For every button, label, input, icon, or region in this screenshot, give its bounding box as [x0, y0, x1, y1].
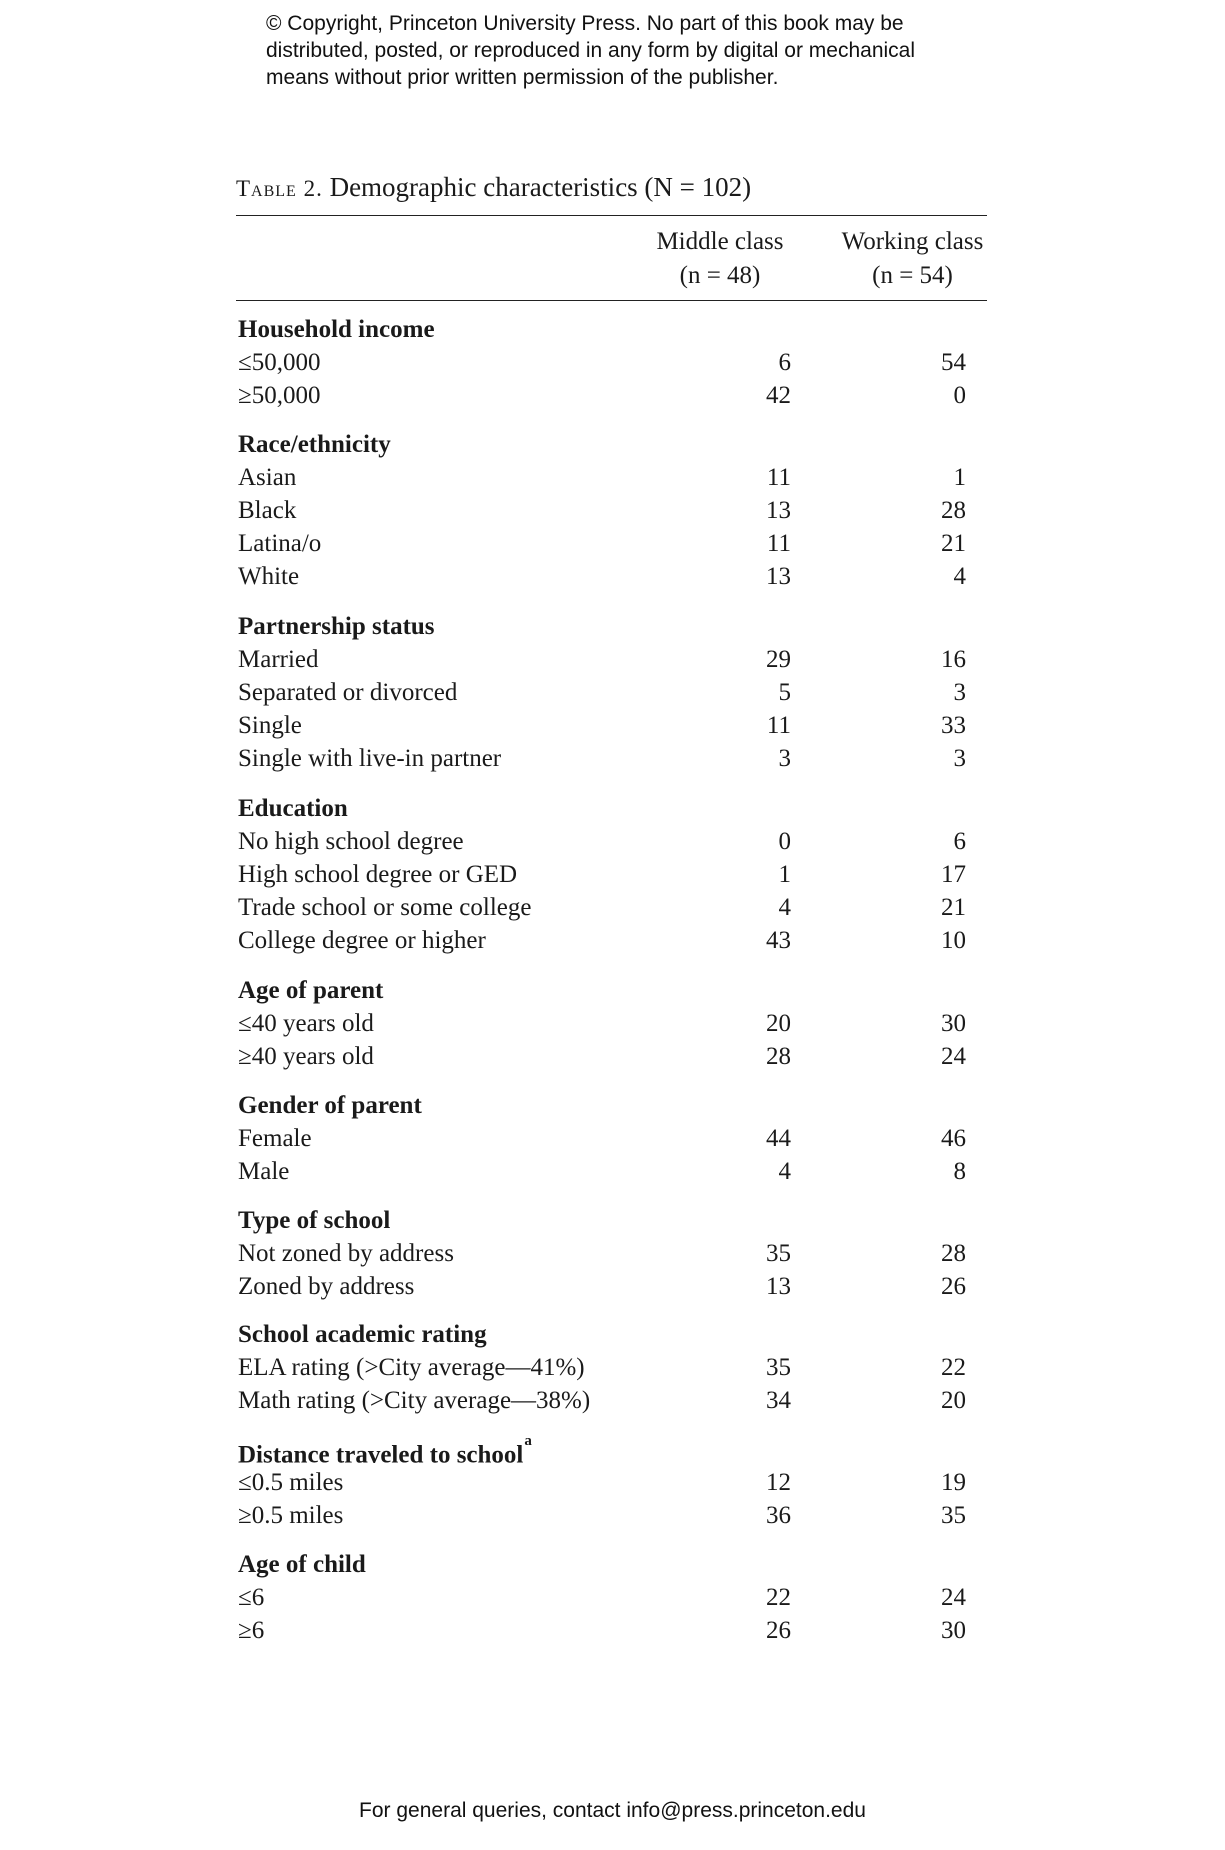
row-label: No high school degree: [238, 828, 464, 855]
row-label: White: [238, 563, 300, 590]
middle-class-value: 11: [766, 464, 791, 491]
table-row: [236, 709, 987, 742]
table-row: [236, 643, 987, 676]
copyright-line: © Copyright, Princeton University Press. No part of this book may be: [266, 12, 904, 35]
table-row: [236, 1466, 987, 1499]
working-class-value: 30: [941, 1010, 966, 1037]
row-label: ≥40 years old: [238, 1043, 374, 1070]
row-label: ≥0.5 miles: [238, 1502, 344, 1529]
working-class-value: 10: [941, 927, 966, 954]
section-heading-label: Household income: [238, 316, 435, 343]
middle-class-value: 43: [766, 927, 791, 954]
middle-class-value: 5: [778, 679, 791, 706]
working-class-value: 1: [953, 464, 966, 491]
row-label: ≤40 years old: [238, 1010, 374, 1037]
working-class-value: 28: [941, 497, 966, 524]
table-row: [236, 891, 987, 924]
copyright-line: distributed, posted, or reproduced in any form by digital or mechanical: [266, 39, 916, 62]
section-heading: [236, 428, 987, 461]
table-row: [236, 1351, 987, 1384]
middle-class-value: 13: [766, 497, 791, 524]
table-row: [236, 676, 987, 709]
working-class-value: 46: [941, 1125, 966, 1152]
column-header-working-class: [825, 225, 1000, 293]
column-header-line: Middle class: [656, 228, 784, 255]
top-rule: [236, 215, 987, 216]
section-heading-label: Type of school: [238, 1207, 391, 1234]
row-label: Married: [238, 646, 319, 673]
working-class-value: 22: [941, 1354, 966, 1381]
row-label: ≤6: [238, 1584, 265, 1611]
row-label: ≥6: [238, 1617, 265, 1644]
table-title: Demographic characteristics (N = 102): [322, 172, 752, 202]
middle-class-value: 12: [766, 1469, 791, 1496]
row-label: College degree or higher: [238, 927, 486, 954]
working-class-value: 3: [953, 745, 966, 772]
section-heading-label: Distance traveled to school$^a$: [238, 1433, 532, 1469]
table-row: [236, 924, 987, 957]
section-heading: [236, 1204, 987, 1237]
section-heading-label: Age of parent: [238, 977, 384, 1004]
middle-class-value: 20: [766, 1010, 791, 1037]
table-row: [236, 1155, 987, 1188]
table-row: [236, 1122, 987, 1155]
middle-class-value: 1: [778, 861, 791, 888]
working-class-value: 54: [941, 349, 966, 376]
middle-class-value: 4: [778, 1158, 791, 1185]
row-label: ≤0.5 miles: [238, 1469, 344, 1496]
section-heading-label: School academic rating: [238, 1321, 487, 1348]
working-class-value: 26: [941, 1273, 966, 1300]
middle-class-value: 36: [766, 1502, 791, 1529]
table-row: [236, 1499, 987, 1532]
section-heading: [236, 1433, 987, 1469]
working-class-value: 30: [941, 1617, 966, 1644]
row-label: ≥50,000: [238, 382, 321, 409]
table-row: [236, 379, 987, 412]
table-row: [236, 560, 987, 593]
working-class-value: 0: [953, 382, 966, 409]
row-label: ≤50,000: [238, 349, 321, 376]
middle-class-value: 4: [778, 894, 791, 921]
middle-class-value: 3: [778, 745, 791, 772]
section-heading: [236, 974, 987, 1007]
section-heading: [236, 1548, 987, 1581]
middle-class-value: 6: [778, 349, 791, 376]
column-header-line: (n = 48): [679, 262, 761, 289]
column-header-middle-class: [640, 225, 800, 293]
table-label: Table 2.: [236, 176, 323, 201]
middle-class-value: 13: [766, 563, 791, 590]
copyright-notice: [266, 10, 1026, 91]
middle-class-value: 13: [766, 1273, 791, 1300]
middle-class-value: 22: [766, 1584, 791, 1611]
row-label: Math rating (>City average—38%): [238, 1387, 591, 1414]
middle-class-value: 11: [766, 530, 791, 557]
table-row: [236, 346, 987, 379]
table-row: [236, 1384, 987, 1417]
middle-class-value: 0: [778, 828, 791, 855]
row-label: Trade school or some college: [238, 894, 532, 921]
table-row: [236, 461, 987, 494]
row-label: Latina/o: [238, 530, 322, 557]
middle-class-value: 35: [766, 1240, 791, 1267]
working-class-value: 20: [941, 1387, 966, 1414]
row-label: High school degree or GED: [238, 861, 518, 888]
table-row: [236, 527, 987, 560]
row-label: Female: [238, 1125, 312, 1152]
table-row: [236, 1614, 987, 1647]
section-heading-label: Partnership status: [238, 613, 435, 640]
row-label: Asian: [238, 464, 297, 491]
working-class-value: 4: [953, 563, 966, 590]
middle-class-value: 26: [766, 1617, 791, 1644]
table-row: [236, 1237, 987, 1270]
middle-class-value: 35: [766, 1354, 791, 1381]
copyright-line: means without prior written permission of the publisher.: [266, 66, 779, 89]
section-heading-label: Education: [238, 795, 348, 822]
row-label: Male: [238, 1158, 290, 1185]
table-row: [236, 825, 987, 858]
working-class-value: 8: [953, 1158, 966, 1185]
working-class-value: 3: [953, 679, 966, 706]
table-row: [236, 1007, 987, 1040]
working-class-value: 19: [941, 1469, 966, 1496]
section-heading: [236, 1318, 987, 1351]
section-heading: [236, 313, 987, 346]
table-row: [236, 742, 987, 775]
working-class-value: 16: [941, 646, 966, 673]
row-label: Not zoned by address: [238, 1240, 454, 1267]
table-row: [236, 858, 987, 891]
working-class-value: 33: [941, 712, 966, 739]
working-class-value: 21: [941, 530, 966, 557]
column-header-line: (n = 54): [872, 262, 953, 289]
table-caption: [236, 172, 751, 203]
working-class-value: 24: [941, 1584, 966, 1611]
section-heading: [236, 792, 987, 825]
table-row: [236, 494, 987, 527]
working-class-value: 6: [953, 828, 966, 855]
section-heading-label: Race/ethnicity: [238, 431, 391, 458]
footnote-marker: a: [524, 1433, 532, 1449]
row-label: ELA rating (>City average—41%): [238, 1354, 585, 1381]
row-label: Separated or divorced: [238, 679, 458, 706]
table-row: [236, 1581, 987, 1614]
footer-contact: For general queries, contact info@press.princeton.edu: [359, 1799, 866, 1822]
table-row: [236, 1040, 987, 1073]
working-class-value: 17: [941, 861, 966, 888]
row-label: Zoned by address: [238, 1273, 415, 1300]
row-label: Single with live-in partner: [238, 745, 502, 772]
table-row: [236, 1270, 987, 1303]
middle-class-value: 42: [766, 382, 791, 409]
row-label: Single: [238, 712, 302, 739]
column-header-line: Working class: [841, 228, 984, 255]
middle-class-value: 29: [766, 646, 791, 673]
section-heading: [236, 1089, 987, 1122]
middle-class-value: 28: [766, 1043, 791, 1070]
middle-class-value: 34: [766, 1387, 791, 1414]
header-rule: [236, 300, 987, 301]
working-class-value: 28: [941, 1240, 966, 1267]
middle-class-value: 11: [766, 712, 791, 739]
section-heading: [236, 610, 987, 643]
section-heading-label: Gender of parent: [238, 1092, 422, 1119]
middle-class-value: 44: [766, 1125, 791, 1152]
working-class-value: 21: [941, 894, 966, 921]
section-heading-label: Age of child: [238, 1551, 366, 1578]
working-class-value: 24: [941, 1043, 966, 1070]
row-label: Black: [238, 497, 297, 524]
working-class-value: 35: [941, 1502, 966, 1529]
